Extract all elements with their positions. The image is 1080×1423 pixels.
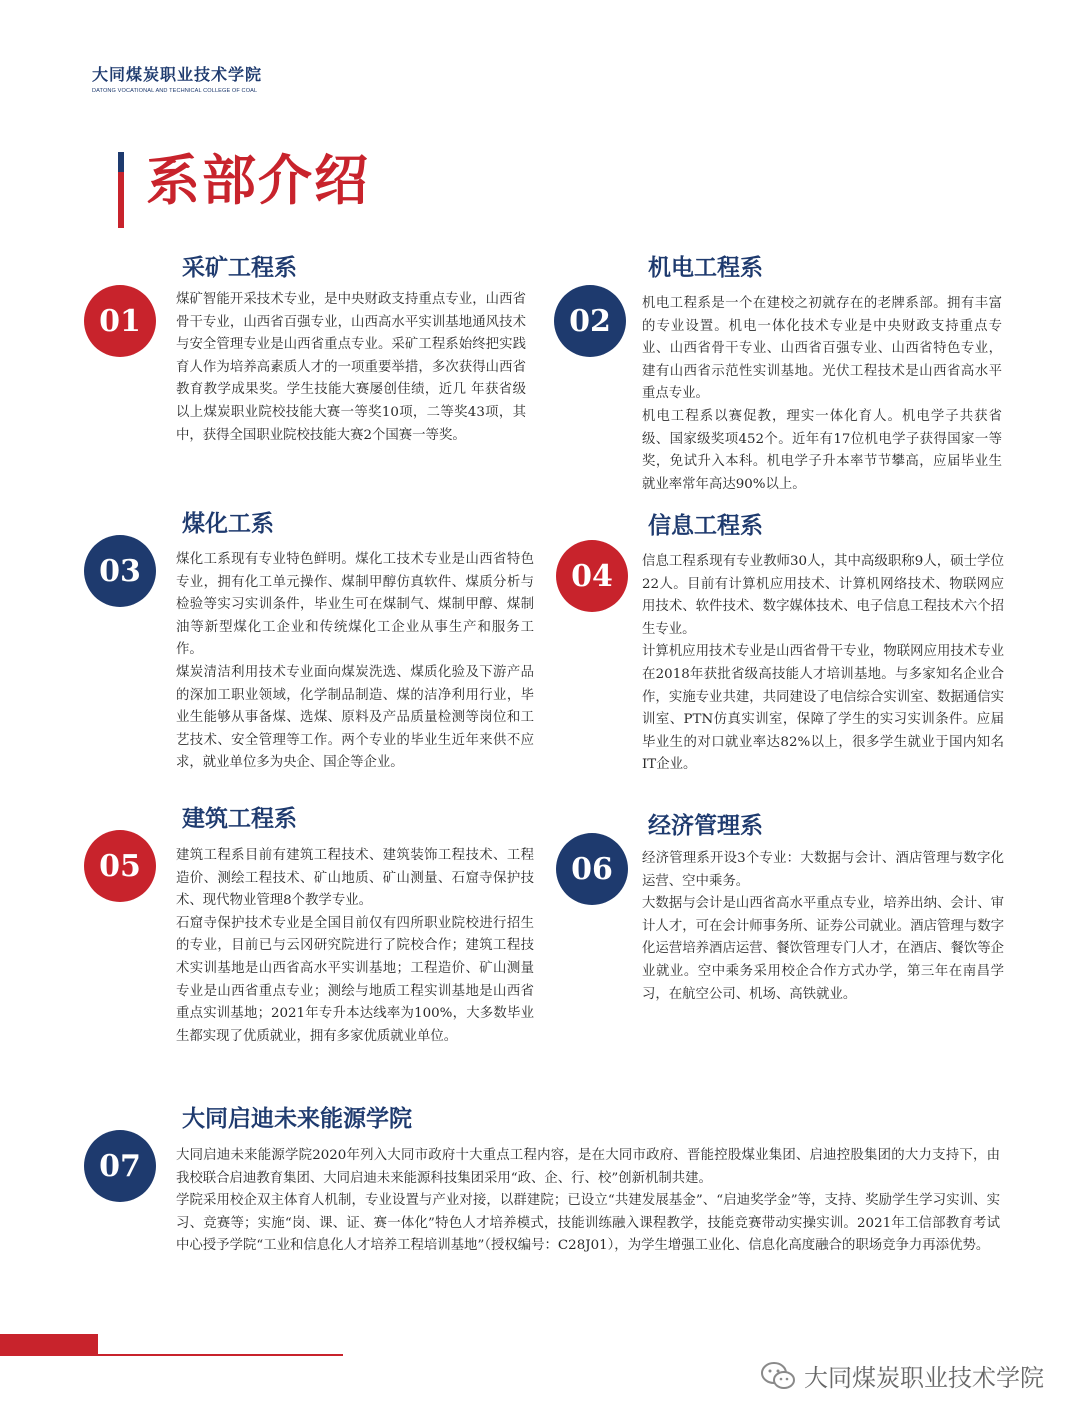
section-number-badge: 05	[84, 830, 156, 902]
section-title-tus-energy-institute: 大同启迪未来能源学院	[182, 1105, 412, 1132]
section-title-architecture: 建筑工程系	[182, 805, 297, 832]
paragraph: 信息工程系现有专业教师30人，其中高级职称9人，硕士学位22人。目前有计算机应用技术、计算机网络技术、物联网应用技术、软件技术、数字媒体技术、电子信息工程技术六个招生专业。	[642, 554, 1004, 637]
section-body-economic-management	[642, 848, 1004, 1006]
section-number-badge: 03	[84, 535, 156, 607]
section-title-electromechanical: 机电工程系	[648, 254, 763, 281]
wechat-watermark	[760, 1358, 1044, 1393]
section-body-tus-energy-institute	[176, 1145, 1000, 1258]
section-body-architecture	[176, 845, 534, 1048]
title-accent-bar-red	[118, 172, 124, 228]
page-title: 系部介绍	[146, 148, 370, 212]
paragraph: 学院采用校企双主体育人机制，专业设置与产业对接，以群建院；已设立“共建发展基金”、“启迪奖学金”等，支持、奖励学生学习实训、实习、竞赛等；实施“岗、课、证、赛一体化”特色人才培养模式，技能训练融入课程教学，技能竞赛带动实操实训。2021年工信部教育考试中心授予学院“工业和信息化人才培养工程培训基地”（授权编号：C28J01），为学生增强工业化、信息化高度融合的职场竞争力再添优势。	[176, 1193, 1000, 1254]
paragraph: 石窟寺保护技术专业是全国目前仅有四所职业院校进行招生的专业，目前已与云冈研究院进行了院校合作；建筑工程技术实训基地是山西省高水平实训基地；工程造价、矿山测量专业是山西省重点专业；测绘与地质工程实训基地是山西省重点实训基地；2021年专升本达线率为100%，大多数毕业生都实现了优质就业，拥有多家优质就业单位。	[176, 915, 534, 1044]
section-body-electromechanical	[642, 293, 1002, 496]
footer-red-line	[98, 1354, 343, 1356]
section-title-information: 信息工程系	[648, 512, 763, 539]
section-body-information	[642, 551, 1004, 777]
paragraph: 煤化工系现有专业特色鲜明。煤化工技术专业是山西省特色专业，拥有化工单元操作、煤制甲醇仿真软件、煤质分析与检验等实习实训条件，毕业生可在煤制气、煤制甲醇、煤制油等新型煤化工企业和传统煤化工企业从事生产和服务工作。	[176, 552, 534, 658]
section-body-mining	[176, 289, 526, 447]
paragraph: 经济管理系开设3个专业：大数据与会计、酒店管理与数字化运营、空中乘务。	[642, 851, 1004, 889]
paragraph: 建筑工程系目前有建筑工程技术、建筑装饰工程技术、工程造价、测绘工程技术、矿山地质、矿山测量、石窟寺保护技术、现代物业管理8个教学专业。	[176, 848, 534, 909]
section-title-mining: 采矿工程系	[182, 254, 297, 281]
watermark-text: 大同煤炭职业技术学院	[804, 1364, 1044, 1392]
section-title-coal-chemical: 煤化工系	[182, 510, 274, 537]
paragraph: 机电工程系以赛促教，理实一体化育人。机电学子共获省级、国家级奖项452个。近年有17位机电学子获得国家一等奖，免试升入本科。机电学子升本率节节攀高，应届毕业生就业率常年高达90%以上。	[642, 408, 1002, 492]
wechat-icon	[760, 1361, 796, 1391]
section-body-coal-chemical	[176, 549, 534, 775]
footer-red-block	[0, 1334, 98, 1356]
paragraph: 大同启迪未来能源学院2020年列入大同市政府十大重点工程内容，是在大同市政府、晋能控股煤业集团、启迪控股集团的大力支持下，由我校联合启迪教育集团、大同启迪未来能源科技集团采用“政、企、行、校”创新机制共建。	[176, 1148, 1000, 1186]
paragraph: 大数据与会计是山西省高水平重点专业，培养出纳、会计、审计人才，可在会计师事务所、证券公司就业。酒店管理与数字化运营培养酒店运营、餐饮管理专门人才，在酒店、餐饮等企业就业。空中乘务采用校企合作方式办学，第三年在南昌学习，在航空公司、机场、高铁就业。	[642, 896, 1004, 1002]
paragraph: 计算机应用技术专业是山西省骨干专业，物联网应用技术专业在2018年获批省级高技能人才培训基地。与多家知名企业合作，实施专业共建，共同建设了电信综合实训室、数据通信实训室、PTN仿真实训室，保障了学生的实习实训条件。应届毕业生的对口就业率达82%以上，很多学生就业于国内知名IT企业。	[642, 644, 1004, 773]
paragraph: 机电工程系是一个在建校之初就存在的老牌系部。拥有丰富的专业设置。机电一体化技术专业是中央财政支持重点专业、山西省骨干专业、山西省百强专业、山西省特色专业，建有山西省示范性实训基地。光伏工程技术是山西省高水平重点专业。	[642, 296, 1002, 402]
section-number-badge: 06	[556, 833, 628, 905]
section-number-badge: 01	[84, 285, 156, 357]
section-number-badge: 07	[84, 1130, 156, 1202]
college-logo	[92, 62, 262, 94]
section-number-badge: 02	[554, 285, 626, 357]
paragraph: 煤矿智能开采技术专业，是中央财政支持重点专业，山西省骨干专业，山西省百强专业，山西高水平实训基地通风技术与安全管理专业是山西省重点专业。采矿工程系始终把实践育人作为培养高素质人才的一项重要举措，多次获得山西省教育教学成果奖。学生技能大赛屡创佳绩，近几 年获省级以上煤炭职业院校技能大赛一等奖10项，二等奖43项，其中，获得全国职业院校技能大赛2个国赛一等奖。	[176, 292, 526, 443]
logo-english-name: DATONG VOCATIONAL AND TECHNICAL COLLEGE OF COAL	[92, 88, 258, 94]
logo-chinese-name: 大同煤炭职业技术学院	[92, 65, 263, 84]
paragraph: 煤炭清洁利用技术专业面向煤炭洗选、煤质化验及下游产品的深加工职业领域，化学制品制造、煤的洁净利用行业，毕业生能够从事备煤、选煤、原料及产品质量检测等岗位和工艺技术、安全管理等工作。两个专业的毕业生近年来供不应求，就业单位多为央企、国企等企业。	[176, 664, 534, 771]
section-title-economic-management: 经济管理系	[648, 812, 763, 839]
section-number-badge: 04	[556, 540, 628, 612]
